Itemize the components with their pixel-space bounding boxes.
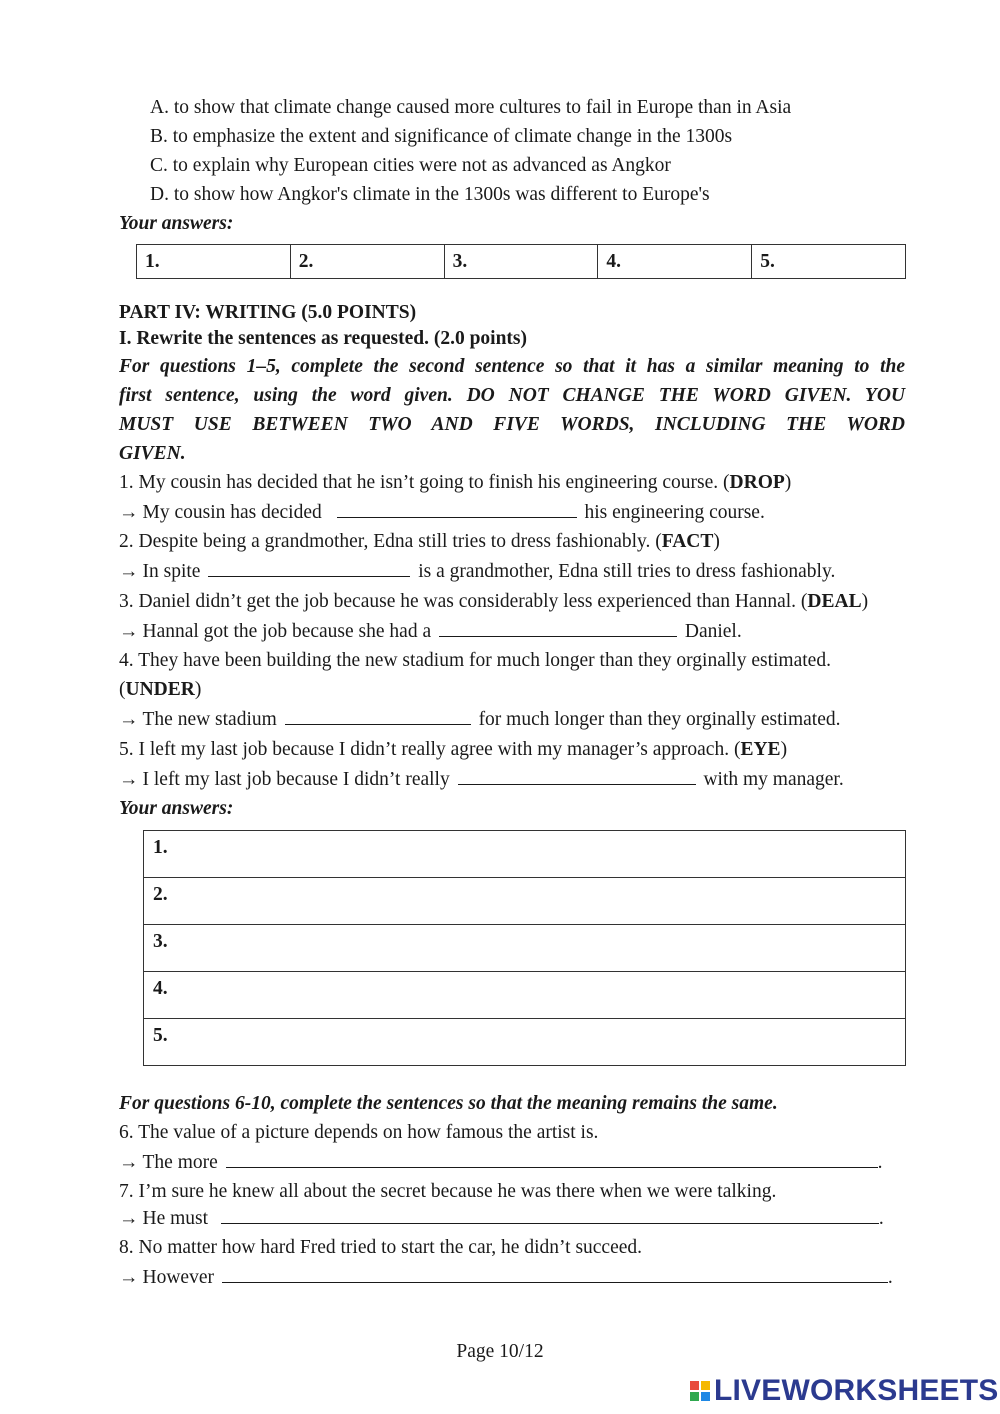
writing-answer-row[interactable]: 3. <box>144 925 906 972</box>
instruction-line: first sentence, using the word given. DO NOT CHANGE THE WORD GIVEN. YOU <box>119 385 905 406</box>
writing-answer-row[interactable]: 5. <box>144 1019 906 1066</box>
question-4-rewrite: → The new stadium for much longer than they orginally estimated. <box>119 709 841 730</box>
question-8: 8. No matter how hard Fred tried to start the car, he didn’t succeed. <box>119 1237 643 1258</box>
question-3: 3. Daniel didn’t get the job because he was considerably less experienced than Hannal. (DEAL) <box>119 591 869 612</box>
answer-blank[interactable] <box>222 1267 888 1283</box>
question-6: 6. The value of a picture depends on how famous the artist is. <box>119 1122 599 1143</box>
question-5-rewrite: → I left my last job because I didn’t really with my manager. <box>119 769 844 790</box>
keyword: UNDER <box>125 679 195 700</box>
reading-answer-cell[interactable]: 5. <box>752 245 906 279</box>
arrow-icon: → <box>119 621 139 642</box>
option-a: A. to show that climate change caused more cultures to fail in Europe than in Asia <box>150 97 792 118</box>
logo-text: LIVEWORKSHEETS <box>714 1374 999 1407</box>
writing-answer-row[interactable]: 2. <box>144 878 906 925</box>
question-5: 5. I left my last job because I didn’t really agree with my manager’s approach. (EYE) <box>119 739 788 760</box>
reading-answer-cell[interactable]: 2. <box>290 245 444 279</box>
question-2: 2. Despite being a grandmother, Edna still tries to dress fashionably. (FACT) <box>119 531 720 552</box>
answer-blank[interactable] <box>208 561 410 577</box>
your-answers-label: Your answers: <box>119 213 234 234</box>
arrow-icon: → <box>119 502 139 523</box>
answer-blank[interactable] <box>337 502 577 518</box>
question-1: 1. My cousin has decided that he isn’t going to finish his engineering course. (DROP) <box>119 472 792 493</box>
keyword: DROP <box>729 472 785 493</box>
page-number: Page 10/12 <box>456 1341 544 1362</box>
your-answers-label: Your answers: <box>119 798 234 819</box>
writing-answer-row[interactable]: 4. <box>144 972 906 1019</box>
instruction-line: MUST USE BETWEEN TWO AND FIVE WORDS, INCLUDING THE WORD <box>119 414 905 435</box>
reading-answer-table <box>136 244 906 279</box>
option-d: D. to show how Angkor's climate in the 1300s was different to Europe's <box>150 184 710 205</box>
reading-answer-cell[interactable]: 3. <box>444 245 598 279</box>
section-heading: I. Rewrite the sentences as requested. (2.0 points) <box>119 328 528 349</box>
option-c: C. to explain why European cities were not as advanced as Angkor <box>150 155 671 176</box>
answer-blank[interactable] <box>226 1152 878 1168</box>
arrow-icon: → <box>119 1208 139 1229</box>
reading-answer-cell[interactable]: 1. <box>137 245 291 279</box>
question-1-rewrite: → My cousin has decided his engineering course. <box>119 502 765 523</box>
instruction-line: For questions 6-10, complete the sentences so that the meaning remains the same. <box>119 1093 778 1114</box>
keyword: EYE <box>740 739 781 760</box>
question-4-keyword: (UNDER) <box>119 679 202 700</box>
keyword: FACT <box>661 531 714 552</box>
question-2-rewrite: → In spite is a grandmother, Edna still tries to dress fashionably. <box>119 561 836 582</box>
arrow-icon: → <box>119 1152 139 1173</box>
question-7-rewrite: → He must . <box>119 1208 884 1229</box>
option-b: B. to emphasize the extent and significance of climate change in the 1300s <box>150 126 733 147</box>
question-4: 4. They have been building the new stadium for much longer than they orginally estimated. <box>119 650 831 671</box>
question-3-rewrite: → Hannal got the job because she had a Daniel. <box>119 621 742 642</box>
instruction-line: For questions 1–5, complete the second sentence so that it has a similar meaning to the <box>119 356 905 377</box>
question-6-rewrite: → The more . <box>119 1152 883 1173</box>
keyword: DEAL <box>807 591 862 612</box>
answer-blank[interactable] <box>439 621 677 637</box>
writing-answer-row[interactable]: 1. <box>144 831 906 878</box>
answer-blank[interactable] <box>221 1208 879 1224</box>
writing-answer-table <box>143 830 906 1066</box>
arrow-icon: → <box>119 561 139 582</box>
answer-blank[interactable] <box>458 769 696 785</box>
arrow-icon: → <box>119 709 139 730</box>
liveworksheets-logo <box>690 1374 999 1408</box>
reading-answer-cell[interactable]: 4. <box>598 245 752 279</box>
instruction-line: GIVEN. <box>119 443 186 464</box>
question-8-rewrite: → However . <box>119 1267 893 1288</box>
arrow-icon: → <box>119 769 139 790</box>
logo-grid-icon <box>690 1381 710 1401</box>
part-heading: PART IV: WRITING (5.0 POINTS) <box>119 302 417 323</box>
question-7: 7. I’m sure he knew all about the secret because he was there when we were talking. <box>119 1181 777 1202</box>
arrow-icon: → <box>119 1267 139 1288</box>
answer-blank[interactable] <box>285 709 471 725</box>
